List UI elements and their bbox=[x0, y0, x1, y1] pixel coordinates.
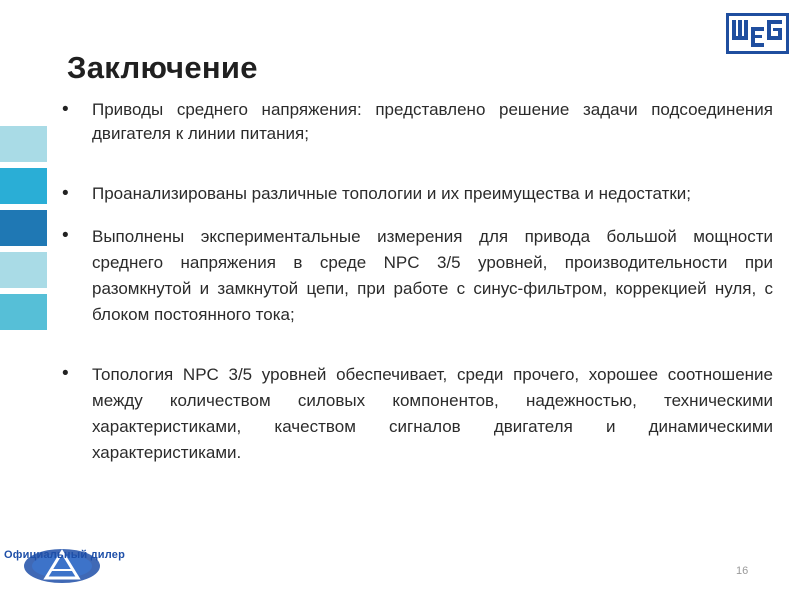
bullet-text: Выполнены экспериментальные измерения для привода большой мощности среднего напряжения в среде NPC 3/5 уровней, производительности при разомкнутой и замкнутой цепи, при работе с синус-фильтром, коррекцией нуля, с блоком постоянного тока; bbox=[92, 227, 773, 324]
page-number: 16 bbox=[736, 565, 749, 577]
bullet-dot-icon: • bbox=[62, 99, 69, 120]
bullet-dot-icon: • bbox=[62, 363, 69, 384]
bullet-item bbox=[62, 182, 773, 206]
dealer-badge-label: Официальный дилер bbox=[4, 549, 126, 561]
side-bar-1 bbox=[0, 126, 47, 162]
side-color-bars bbox=[0, 126, 47, 336]
bullet-text: Приводы среднего напряжения: представлено решение задачи подсоединения двигателя к линии питания; bbox=[92, 100, 773, 143]
bullet-dot-icon: • bbox=[62, 183, 69, 204]
bullet-text: Топология NPC 3/5 уровней обеспечивает, среди прочего, хорошее соотношение между количеством силовых компонентов, надежностью, техническими характеристиками, качеством сигналов двигателя и динамическими характеристиками. bbox=[92, 365, 773, 462]
bullet-item bbox=[62, 362, 773, 466]
bullet-text: Проанализированы различные топологии и их преимущества и недостатки; bbox=[92, 184, 692, 203]
side-bar-2 bbox=[0, 168, 47, 204]
side-bar-5 bbox=[0, 294, 47, 330]
bullet-list bbox=[62, 98, 773, 466]
bullet-item bbox=[62, 224, 773, 328]
bullet-item bbox=[62, 98, 773, 146]
side-bar-4 bbox=[0, 252, 47, 288]
bullet-dot-icon: • bbox=[62, 225, 69, 246]
slide-title: Заключение bbox=[67, 50, 258, 85]
side-bar-3 bbox=[0, 210, 47, 246]
weg-logo bbox=[726, 13, 789, 54]
